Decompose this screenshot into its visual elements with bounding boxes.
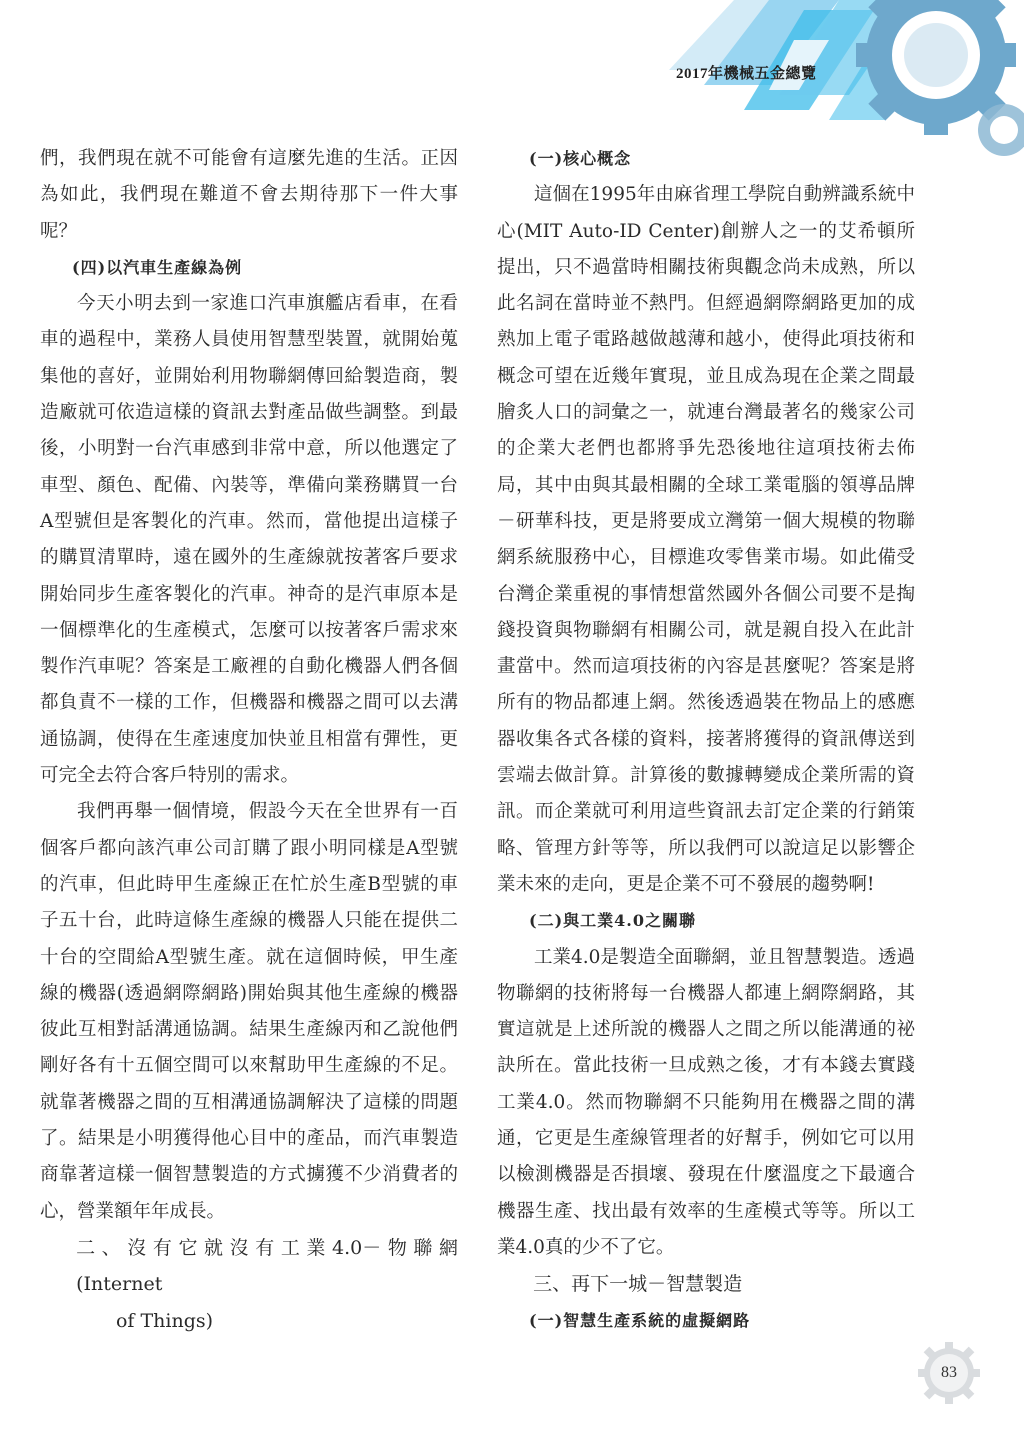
right-column xyxy=(497,141,915,1339)
left-column xyxy=(40,141,458,1339)
paragraph: 我們再舉一個情境，假設今天在全世界有一百個客戶都向該汽車公司訂購了跟小明同樣是A型號的汽車，但此時甲生產線正在忙於生產B型號的車子五十台，此時這條生產線的機器人只能在提供二十台的空間給A型號生產。就在這個時候，甲生產線的機器(透過網際網路)開始與其他生產線的機器彼此互相對話溝通協調。結果生產線丙和乙說他們剛好各有十五個空間可以來幫助甲生產線的不足。就靠著機器之間的互相溝通協調解決了這樣的問題了。結果是小明獲得他心目中的產品，而汽車製造商靠著這樣一個智慧製造的方式擄獲不少消費者的心，營業額年年成長。 xyxy=(40,801,458,1222)
publication-title: 2017年機械五金總覽 xyxy=(676,66,817,82)
page-number-badge xyxy=(918,1342,980,1404)
section-heading-lead: 二、沒有它就沒有工業4.0－物聯網(Internet xyxy=(76,1236,458,1296)
section-heading xyxy=(40,1230,458,1339)
paragraph: 們，我們現在就不可能會有這麼先進的生活。正因為如此，我們現在難道不會去期待那下一件大事呢？ xyxy=(40,148,458,242)
paragraph: 工業4.0是製造全面聯網，並且智慧製造。透過物聯網的技術將每一台機器人都連上網際網路，其實這就是上述所說的機器人之間之所以能溝通的祕訣所在。當此技術一旦成熟之後，才有本錢去實踐工業4.0。然而物聯網不只能夠用在機器之間的溝通，它更是生產線管理者的好幫手，例如它可以用以檢測機器是否損壞、發現在什麼溫度之下最適合機器生產、找出最有效率的生產模式等等。所以工業4.0真的少不了它。 xyxy=(497,946,915,1258)
section-heading: 三、再下一城－智慧製造 xyxy=(533,1273,743,1296)
subsection-heading: (二)與工業4.0之關聯 xyxy=(529,911,696,931)
subsection-heading: (四)以汽車生產線為例 xyxy=(72,257,243,277)
section-heading-tail: of Things) xyxy=(115,1309,214,1332)
paragraph: 今天小明去到一家進口汽車旗艦店看車，在看車的過程中，業務人員使用智慧型裝置，就開始蒐集他的喜好，並開始利用物聯網傳回給製造商，製造廠就可依造這樣的資訊去對產品做些調整。到最後，小明對一台汽車感到非常中意，所以他選定了車型、顏色、配備、內裝等，準備向業務購買一台A型號但是客製化的汽車。然而，當他提出這樣子的購買清單時，遠在國外的生產線就按著客戶要求開始同步生產客製化的汽車。神奇的是汽車原本是一個標準化的生產模式，怎麼可以按著客戶需求來製作汽車呢？答案是工廠裡的自動化機器人們各個都負責不一樣的工作，但機器和機器之間可以去溝通協調，使得在生產速度加快並且相當有彈性，更可完全去符合客戶特別的需求。 xyxy=(40,293,458,787)
subsection-heading: (一)核心概念 xyxy=(529,149,632,168)
page-number: 83 xyxy=(941,1364,957,1381)
paragraph: 這個在1995年由麻省理工學院自動辨識系統中心(MIT Auto-ID Center)創辦人之一的艾希頓所提出，只不過當時相關技術與觀念尚未成熟，所以此名詞在當時並不熱門。但經過網際網路更加的成熟加上電子電路越做越薄和越小，使得此項技術和概念可望在近幾年實現，並且成為現在企業之間最膾炙人口的詞彙之一，就連台灣最著名的幾家公司的企業大老們也都將爭先恐後地往這項技術去佈局，其中由與其最相關的全球工業電腦的領導品牌－研華科技，更是將要成立灣第一個大規模的物聯網系統服務中心，目標進攻零售業市場。如此備受台灣企業重視的事情想當然國外各個公司要不是掏錢投資與物聯網有相關公司，就是親自投入在此計畫當中。然而這項技術的內容是甚麼呢？答案是將所有的物品都連上網。然後透過裝在物品上的感應器收集各式各樣的資料，接著將獲得的資訊傳送到雲端去做計算。計算後的數據轉變成企業所需的資訊。而企業就可利用這些資訊去訂定企業的行銷策略、管理方針等等，所以我們可以說這足以影響企業未來的走向，更是企業不可不發展的趨勢啊! xyxy=(497,184,915,895)
subsection-heading: (一)智慧生產系統的虛擬網路 xyxy=(529,1310,751,1330)
